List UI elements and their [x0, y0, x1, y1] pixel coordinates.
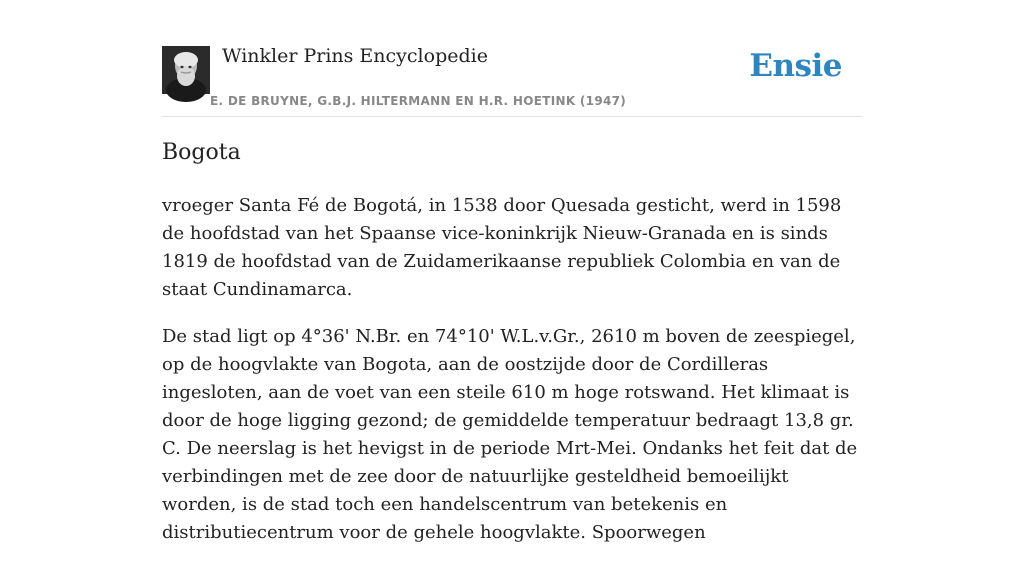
source-title[interactable]: Winkler Prins Encyclopedie [222, 45, 488, 67]
author-avatar [162, 46, 210, 94]
article-body [162, 192, 862, 566]
ensie-logo-link[interactable]: Ensie [749, 48, 842, 84]
article-paragraph: De stad ligt op 4°36' N.Br. en 74°10' W.L.v.Gr., 2610 m boven de zeespiegel, op de hoogvlakte van Bogota, aan de oostzijde door de Cordilleras ingesloten, aan de voet van een steile 610 m hoge rotswand. Het klimaat is door de hoge ligging gezond; de gemiddelde temperatuur bedraagt 13,8 gr. C. De neerslag is het hevigst in de periode Mrt-Mei. Ondanks het feit dat de verbindingen met de zee door de natuurlijke gesteldheid bemoeilijkt worden, is de stad toch een handelscentrum van betekenis en distributiecentrum voor de gehele hoogvlakte. Spoorwegen [162, 326, 858, 543]
article-title: Bogota [162, 140, 241, 165]
source-header [162, 0, 862, 117]
article-paragraph: vroeger Santa Fé de Bogotá, in 1538 door Quesada gesticht, werd in 1598 de hoofdstad van het Spaanse vice-koninkrijk Nieuw-Granada en is sinds 1819 de hoofdstad van de Zuidamerikaanse republiek Colombia en van de staat Cundinamarca. [162, 195, 842, 300]
author-portrait-icon [162, 46, 210, 94]
source-authors: E. DE BRUYNE, G.B.J. HILTERMANN EN H.R. HOETINK (1947) [210, 94, 627, 108]
